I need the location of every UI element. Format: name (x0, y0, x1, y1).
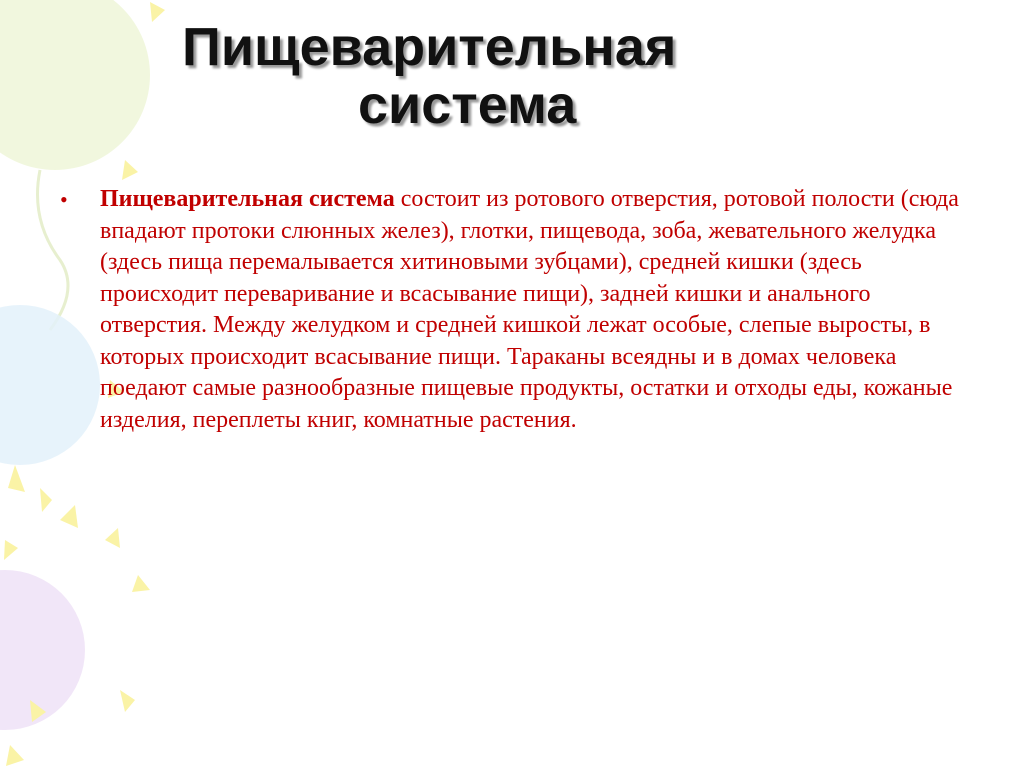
bullet-paragraph (100, 184, 960, 436)
slide-title-line1: Пищеварительная (182, 17, 677, 77)
slide-title-line2: система (358, 75, 577, 135)
bullet-bold-term: Пищеварительная система (100, 186, 395, 212)
bullet-body-text: состоит из ротового отверстия, ротовой полости (сюда впадают протоки слюнных желез), глотки, пищевода, зоба, жевательного желудка (здесь пища перемалывается хитиновыми зубцами), средней кишки (здесь происходит переваривание и всасывание пищи), задней кишки и анального отверстия. Между желудком и средней кишкой лежат особые, слепые выросты, в которых происходит всасывание пищи. Тараканы всеядны и в домах человека поедают самые разнообразные пищевые продукты, остатки и отходы еды, кожаные изделия, переплеты книг, комнатные растения. (100, 186, 959, 433)
purple-balloon (0, 570, 85, 730)
bullet-item (60, 184, 960, 436)
green-balloon (0, 0, 150, 170)
slide-title (150, 18, 870, 134)
bullet-marker: • (60, 187, 68, 212)
